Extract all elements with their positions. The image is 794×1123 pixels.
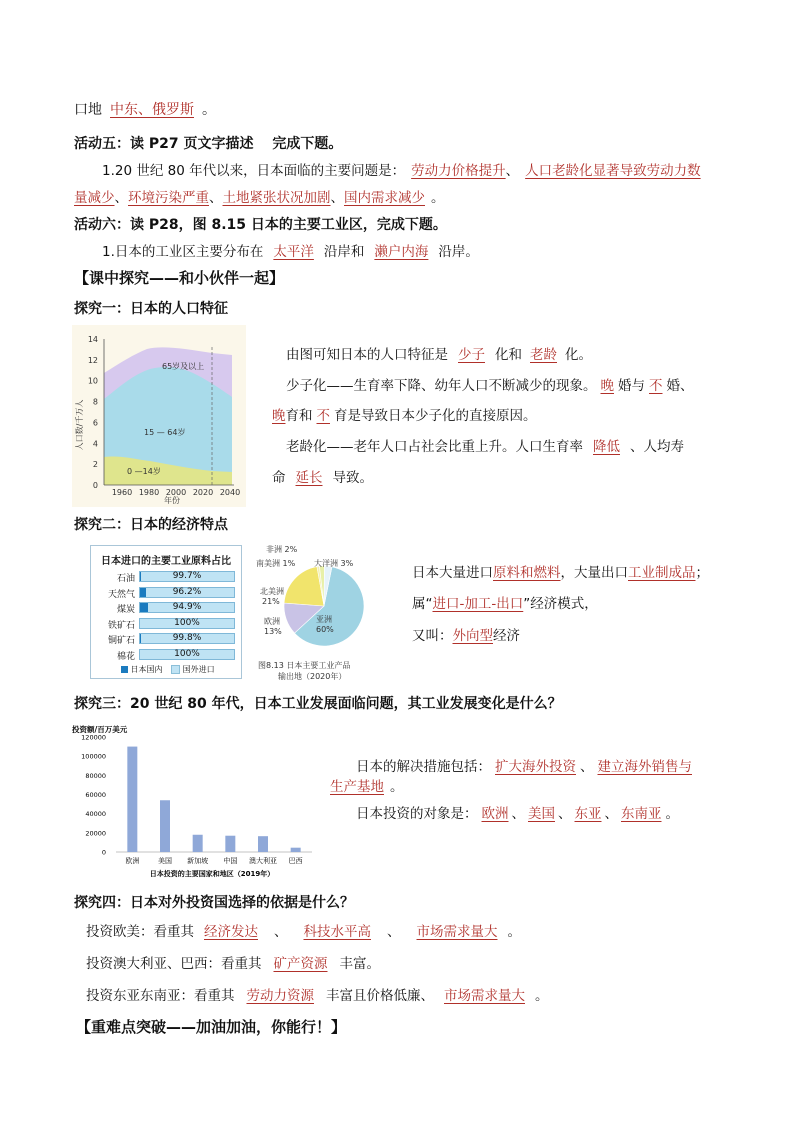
explore3-p1 bbox=[356, 757, 692, 777]
answer-blank: 原料和燃料 bbox=[493, 565, 561, 581]
x-axis-label: 年份 bbox=[164, 496, 180, 505]
text: 投资欧美：看重其 bbox=[86, 924, 194, 940]
answer-blank: 科技水平高 bbox=[303, 924, 371, 940]
text: 、 bbox=[604, 806, 618, 822]
text: 日本大量进口 bbox=[412, 565, 493, 581]
explore1-p4 bbox=[286, 437, 684, 457]
text: 属“ bbox=[412, 596, 433, 612]
import-value: 99.8% bbox=[172, 633, 202, 643]
text: 婚与 bbox=[618, 378, 645, 394]
y-tick-label: 10 bbox=[87, 376, 98, 386]
answer-blank: 少子 bbox=[458, 347, 485, 363]
explore2-p3 bbox=[412, 626, 520, 646]
answer-blank: 劳动力价格提升 bbox=[411, 163, 506, 179]
text: ”经济模式， bbox=[523, 596, 598, 612]
answer-blank: 东南亚 bbox=[621, 806, 662, 822]
text: 。 bbox=[390, 779, 404, 795]
explore4-p1 bbox=[86, 922, 521, 942]
section-heading: 【课中探究——和小伙伴一起】 bbox=[74, 269, 285, 287]
answer-blank: 中东、俄罗斯 bbox=[110, 102, 194, 118]
x-tick-label: 澳大利亚 bbox=[249, 857, 277, 865]
y-tick-label: 120000 bbox=[81, 733, 106, 742]
y-tick-label: 40000 bbox=[85, 810, 106, 819]
y-tick-label: 12 bbox=[87, 355, 98, 365]
legend-swatch-domestic bbox=[121, 666, 128, 673]
answer-blank: 欧洲 bbox=[481, 806, 509, 822]
answer-blank: 劳动力资源 bbox=[246, 988, 314, 1004]
answer-blank: 不 bbox=[649, 378, 663, 394]
text: 、 bbox=[330, 190, 344, 206]
text: 。 bbox=[535, 988, 549, 1004]
y-tick-label: 0 bbox=[101, 848, 106, 857]
x-axis-label: 日本投资的主要国家和地区（2019年） bbox=[149, 870, 275, 878]
text: 。 bbox=[507, 924, 521, 940]
text: 少子化——生育率下降、幼年人口不断减少的现象。 bbox=[286, 378, 597, 394]
answer-blank: 经济发达 bbox=[204, 924, 258, 940]
x-tick-label: 2020 bbox=[192, 488, 214, 497]
answer-blank: 延长 bbox=[295, 470, 323, 486]
y-tick-label: 4 bbox=[92, 439, 98, 449]
explore4-title: 探究四：日本对外投资国选择的依据是什么？ bbox=[74, 895, 354, 911]
x-tick-label: 巴西 bbox=[288, 857, 303, 865]
text: 口地 bbox=[74, 102, 102, 118]
pie-value-asia: 60% bbox=[316, 625, 334, 634]
answer-blank: 建立海外销售与 bbox=[597, 759, 692, 775]
answer-blank: 国内需求减少 bbox=[344, 190, 425, 206]
text: 经济 bbox=[493, 628, 520, 644]
activity5-title: 活动五：读 P27 页文字描述 完成下题。 bbox=[74, 136, 343, 152]
text: 沿岸。 bbox=[438, 244, 479, 260]
line-answer-origin bbox=[74, 100, 216, 120]
text: 、 bbox=[505, 163, 520, 179]
material-name: 棉花 bbox=[116, 651, 135, 662]
x-tick-label: 2000 bbox=[165, 488, 187, 497]
text: 、 bbox=[387, 924, 401, 940]
answer-blank: 外向型 bbox=[452, 628, 493, 644]
import-row bbox=[97, 633, 235, 645]
material-name: 铁矿石 bbox=[107, 620, 135, 631]
import-row bbox=[97, 649, 235, 661]
x-tick-label: 中国 bbox=[223, 857, 238, 865]
y-tick-label: 6 bbox=[92, 418, 98, 428]
y-tick-label: 80000 bbox=[85, 771, 106, 780]
bar bbox=[127, 747, 137, 852]
explore2-p2 bbox=[412, 594, 598, 614]
answer-blank: 扩大海外投资 bbox=[495, 759, 576, 775]
import-value: 100% bbox=[174, 648, 200, 659]
answer-blank: 量减少 bbox=[74, 190, 115, 206]
answer-blank: 矿产资源 bbox=[273, 956, 328, 972]
answer-blank: 濑户内海 bbox=[374, 244, 429, 260]
pie-caption2: 输出地（2020年） bbox=[278, 672, 347, 681]
import-bar bbox=[139, 602, 235, 613]
text: 。 bbox=[665, 806, 679, 822]
legend-domestic: 日本国内 bbox=[130, 665, 163, 674]
pie-value-eu: 13% bbox=[264, 627, 282, 636]
y-tick-label: 60000 bbox=[85, 791, 106, 799]
answer-blank: 不 bbox=[316, 408, 330, 424]
text: 投资澳大利亚、巴西：看重其 bbox=[86, 956, 262, 972]
section-heading-2: 【重难点突破——加油加油，你能行！】 bbox=[76, 1018, 347, 1036]
explore3-p3 bbox=[356, 804, 679, 824]
text: 由图可知日本的人口特征是 bbox=[286, 347, 448, 363]
population-chart bbox=[72, 325, 246, 507]
investment-bar-chart bbox=[72, 722, 322, 882]
text: 丰富且价格低廉、 bbox=[326, 988, 434, 1004]
pie-label-na: 北美洲 bbox=[260, 587, 284, 596]
activity6-question bbox=[102, 242, 479, 262]
answer-blank: 东亚 bbox=[574, 806, 602, 822]
x-tick-label: 1960 bbox=[111, 488, 133, 497]
export-pie-chart bbox=[252, 542, 364, 682]
answer-blank: 晚 bbox=[600, 378, 614, 394]
text: 育和 bbox=[285, 408, 313, 424]
text: 、 bbox=[580, 759, 594, 775]
answer-blank: 市场需求量大 bbox=[444, 988, 525, 1004]
answer-blank: 美国 bbox=[528, 806, 555, 822]
material-name: 铜矿石 bbox=[107, 636, 135, 646]
answer-blank: 人口老龄化显著导致劳动力数 bbox=[525, 163, 701, 179]
x-tick-label: 1980 bbox=[138, 488, 160, 497]
text: 日本的解决措施包括： bbox=[356, 759, 491, 775]
text: ，大量出口 bbox=[560, 565, 628, 581]
text: 又叫： bbox=[412, 628, 453, 644]
x-tick-label: 2040 bbox=[219, 488, 241, 497]
explore1-p1 bbox=[286, 345, 592, 365]
material-name: 煤炭 bbox=[116, 605, 135, 615]
y-tick-label: 14 bbox=[87, 335, 98, 344]
text: 1.20 世纪 80 年代以来，日本面临的主要问题是： bbox=[102, 163, 406, 179]
x-tick-label: 欧洲 bbox=[125, 857, 140, 865]
answer-blank: 市场需求量大 bbox=[416, 924, 498, 940]
explore4-p3 bbox=[86, 986, 549, 1006]
answer-blank: 生产基地 bbox=[330, 779, 384, 795]
answer-blank: 土地紧张状况加剧 bbox=[222, 190, 331, 206]
pie-value-na: 21% bbox=[262, 597, 280, 606]
material-name: 天然气 bbox=[107, 589, 135, 600]
text: 、 bbox=[558, 806, 572, 822]
import-bar bbox=[139, 633, 235, 644]
import-legend bbox=[121, 664, 215, 675]
answer-blank: 降低 bbox=[593, 439, 620, 455]
pie-label-latam: 南美洲 1% bbox=[256, 559, 296, 568]
explore3-p2 bbox=[330, 777, 404, 797]
text: 1.日本的工业区主要分布在 bbox=[102, 244, 264, 260]
explore2-p1 bbox=[412, 563, 709, 583]
import-bar bbox=[139, 618, 235, 629]
text: 。 bbox=[202, 102, 216, 118]
text: ； bbox=[695, 565, 709, 581]
answer-blank: 环境污染严重 bbox=[128, 190, 209, 206]
y-tick-label: 100000 bbox=[81, 752, 106, 761]
text: 、 bbox=[274, 924, 288, 940]
answer-blank: 晚 bbox=[272, 408, 286, 424]
chart-title: 投资额/百万美元 bbox=[72, 725, 128, 734]
y-tick-label: 0 bbox=[92, 481, 98, 490]
pie-label-africa: 非洲 2% bbox=[266, 545, 298, 554]
text: 、 bbox=[114, 190, 128, 206]
import-value: 96.2% bbox=[172, 586, 202, 597]
legend-swatch-import bbox=[171, 665, 180, 674]
answer-blank: 太平洋 bbox=[273, 244, 314, 260]
explore1-p5 bbox=[272, 468, 373, 488]
material-name: 石油 bbox=[116, 574, 135, 584]
import-bar bbox=[139, 649, 235, 660]
pie-label-asia: 亚洲 bbox=[316, 615, 332, 624]
band-label-0-14: 0 —14岁 bbox=[127, 467, 161, 476]
pie-label-oceania: 大洋洲 3% bbox=[314, 559, 354, 568]
activity5-question-cont bbox=[74, 188, 445, 208]
import-table-title: 日本进口的主要工业原料占比 bbox=[101, 556, 231, 567]
bar bbox=[258, 836, 268, 852]
import-bar bbox=[139, 571, 235, 582]
text: 日本投资的对象是： bbox=[356, 806, 478, 822]
y-tick-label: 8 bbox=[92, 397, 98, 407]
activity5-question bbox=[102, 161, 701, 181]
y-axis-label: 人口数/千万人 bbox=[75, 399, 84, 451]
explore1-p3 bbox=[272, 406, 537, 426]
text: 化。 bbox=[565, 347, 592, 363]
x-tick-label: 新加坡 bbox=[187, 857, 209, 865]
y-tick-label: 2 bbox=[92, 460, 98, 470]
text: 化和 bbox=[495, 347, 522, 363]
explore1-p2 bbox=[286, 376, 694, 396]
explore2-title: 探究二：日本的经济特点 bbox=[74, 517, 228, 533]
bar bbox=[193, 835, 203, 852]
bar bbox=[291, 848, 301, 852]
import-bar bbox=[139, 587, 235, 598]
answer-blank: 老龄 bbox=[530, 347, 557, 363]
bar bbox=[225, 836, 235, 852]
import-row bbox=[97, 587, 235, 599]
text: 、 bbox=[511, 806, 525, 822]
legend-import: 国外进口 bbox=[182, 665, 215, 674]
text: 、人均寿 bbox=[630, 439, 684, 455]
text: 投资东亚东南亚：看重其 bbox=[86, 988, 235, 1004]
explore4-p2 bbox=[86, 954, 380, 974]
pie-label-eu: 欧洲 bbox=[264, 617, 280, 626]
text: 。 bbox=[431, 190, 445, 206]
text: 导致。 bbox=[332, 470, 373, 486]
import-row bbox=[97, 571, 235, 583]
explore1-title: 探究一：日本的人口特征 bbox=[74, 301, 228, 317]
text: 命 bbox=[272, 470, 286, 486]
explore3-title: 探究三：20 世纪 80 年代，日本工业发展面临问题，其工业发展变化是什么？ bbox=[74, 696, 562, 712]
import-row bbox=[97, 618, 235, 630]
import-value: 94.9% bbox=[172, 602, 202, 612]
import-value: 99.7% bbox=[172, 571, 202, 581]
import-value: 100% bbox=[174, 617, 200, 628]
x-tick-label: 美国 bbox=[158, 857, 172, 865]
band-label-15-64: 15 — 64岁 bbox=[144, 428, 186, 437]
import-row bbox=[97, 602, 235, 614]
activity6-title: 活动六：读 P28，图 8.15 日本的主要工业区，完成下题。 bbox=[74, 217, 447, 233]
text: 育是导致日本少子化的直接原因。 bbox=[334, 408, 537, 424]
answer-blank: 工业制成品 bbox=[628, 565, 696, 581]
pie-caption: 图8.13 日本主要工业产品 bbox=[258, 661, 351, 670]
text: 沿岸和 bbox=[323, 244, 365, 260]
answer-blank: 进口-加工-出口 bbox=[432, 596, 524, 612]
band-label-65: 65岁及以上 bbox=[162, 362, 205, 371]
bar bbox=[160, 800, 170, 852]
text: 丰富。 bbox=[339, 956, 380, 972]
text: 婚、 bbox=[666, 378, 694, 394]
y-tick-label: 20000 bbox=[85, 829, 106, 838]
import-table-panel bbox=[90, 545, 242, 679]
text: 、 bbox=[209, 190, 223, 206]
text: 老龄化——老年人口占社会比重上升。人口生育率 bbox=[286, 439, 583, 455]
